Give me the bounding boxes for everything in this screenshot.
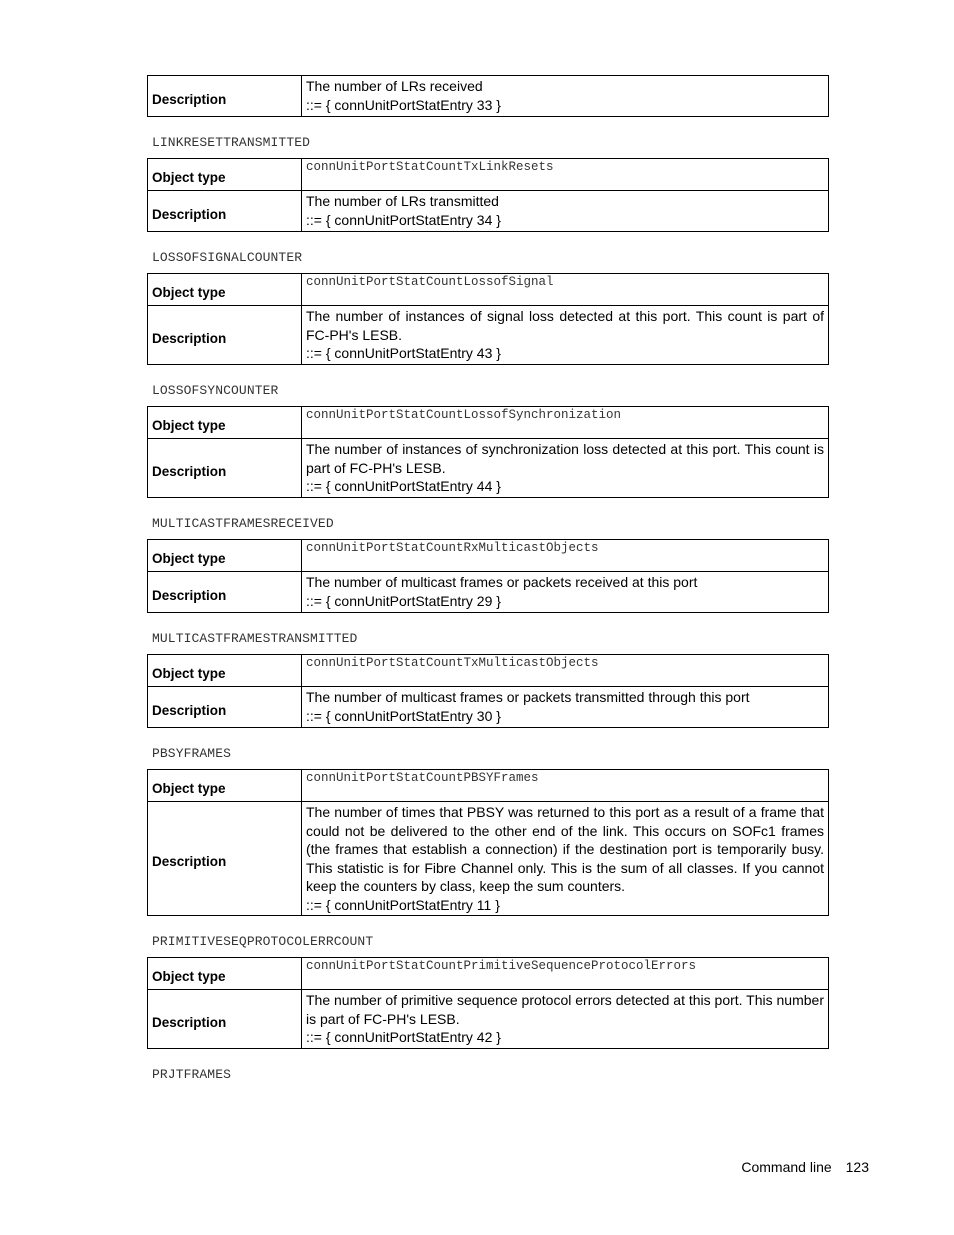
description-label: Description	[148, 572, 302, 613]
oid-text: ::= { connUnitPortStatEntry 33 }	[306, 96, 501, 113]
description-cell	[302, 802, 829, 916]
description-row	[148, 76, 829, 117]
description-label: Description	[148, 802, 302, 916]
description-text: The number of instances of signal loss detected at this port. This count is part of FC-PH's LESB.	[306, 308, 824, 343]
object-type-row	[148, 540, 829, 572]
entry-table	[147, 539, 829, 613]
entry-heading: MULTICASTFRAMESTRANSMITTED	[152, 631, 358, 646]
object-type-row	[148, 655, 829, 687]
object-type-row	[148, 159, 829, 191]
page-number: 123	[845, 1159, 869, 1175]
description-label: Description	[148, 439, 302, 498]
oid-text: ::= { connUnitPortStatEntry 44 }	[306, 478, 501, 494]
description-cell	[302, 191, 829, 232]
oid-text: ::= { connUnitPortStatEntry 30 }	[306, 707, 501, 724]
oid-text: ::= { connUnitPortStatEntry 11 }	[306, 896, 500, 913]
entry-table-lrs-received	[147, 75, 829, 117]
entry-heading: PBSYFRAMES	[152, 746, 232, 761]
description-text: The number of multicast frames or packets transmitted through this port	[306, 689, 750, 705]
object-type-value: connUnitPortStatCountLossofSignal	[302, 274, 829, 306]
object-type-label: Object type	[148, 407, 302, 439]
entry-table	[147, 654, 829, 728]
object-type-value: connUnitPortStatCountPBSYFrames	[302, 770, 829, 802]
entry-table	[147, 957, 829, 1049]
object-type-value: connUnitPortStatCountLossofSynchronization	[302, 407, 829, 439]
description-label: Description	[148, 76, 302, 117]
description-row	[148, 306, 829, 365]
description-text: The number of instances of synchronization loss detected at this port. This count is part of FC-PH's LESB.	[306, 441, 824, 476]
oid-text: ::= { connUnitPortStatEntry 42 }	[306, 1029, 501, 1045]
description-row	[148, 802, 829, 916]
entry-heading: LOSSOFSYNCOUNTER	[152, 383, 279, 398]
object-type-value: connUnitPortStatCountPrimitiveSequenceProtocolErrors	[302, 958, 829, 990]
description-row	[148, 439, 829, 498]
description-row	[148, 572, 829, 613]
entry-heading: PRIMITIVESEQPROTOCOLERRCOUNT	[152, 934, 374, 949]
object-type-row	[148, 274, 829, 306]
description-text: The number of LRs transmitted	[306, 193, 499, 209]
description-text: The number of times that PBSY was returned to this port as a result of a frame that could not be delivered to the other end of the link. This occurs on SOFc1 frames (the frames that establish a connection) if the destination port is temporarily busy. This statistic is for Fibre Channel only. This is the sum of all classes. If you cannot keep the counters by class, keep the sum counters.	[306, 804, 824, 894]
entry-heading: PRJTFRAMES	[152, 1067, 232, 1082]
description-label: Description	[148, 191, 302, 232]
object-type-label: Object type	[148, 958, 302, 990]
description-text: The number of multicast frames or packets received at this port	[306, 574, 698, 590]
object-type-label: Object type	[148, 159, 302, 191]
oid-text: ::= { connUnitPortStatEntry 29 }	[306, 592, 501, 609]
entry-table	[147, 406, 829, 498]
page-content	[147, 75, 829, 1090]
oid-text: ::= { connUnitPortStatEntry 43 }	[306, 345, 501, 361]
oid-text: ::= { connUnitPortStatEntry 34 }	[306, 211, 501, 228]
object-type-label: Object type	[148, 770, 302, 802]
entry-heading: LOSSOFSIGNALCOUNTER	[152, 250, 303, 265]
footer-section-title: Command line	[741, 1159, 832, 1175]
object-type-label: Object type	[148, 655, 302, 687]
description-cell	[302, 687, 829, 728]
entry-table	[147, 273, 829, 365]
page-footer	[741, 1159, 869, 1175]
description-row	[148, 990, 829, 1049]
description-text: The number of primitive sequence protocol errors detected at this port. This number is part of FC-PH's LESB.	[306, 992, 824, 1027]
object-type-label: Object type	[148, 274, 302, 306]
description-label: Description	[148, 990, 302, 1049]
description-cell	[302, 76, 829, 117]
object-type-row	[148, 958, 829, 990]
entry-table	[147, 158, 829, 232]
description-row	[148, 687, 829, 728]
object-type-value: connUnitPortStatCountTxLinkResets	[302, 159, 829, 191]
description-cell	[302, 990, 829, 1049]
description-cell	[302, 439, 829, 498]
description-cell	[302, 306, 829, 365]
entry-heading: LINKRESETTRANSMITTED	[152, 135, 311, 150]
description-label: Description	[148, 306, 302, 365]
entry-heading: MULTICASTFRAMESRECEIVED	[152, 516, 334, 531]
object-type-value: connUnitPortStatCountTxMulticastObjects	[302, 655, 829, 687]
object-type-row	[148, 770, 829, 802]
object-type-value: connUnitPortStatCountRxMulticastObjects	[302, 540, 829, 572]
description-text: The number of LRs received	[306, 78, 483, 94]
object-type-row	[148, 407, 829, 439]
description-label: Description	[148, 687, 302, 728]
entry-table	[147, 769, 829, 916]
description-row	[148, 191, 829, 232]
description-cell	[302, 572, 829, 613]
object-type-label: Object type	[148, 540, 302, 572]
